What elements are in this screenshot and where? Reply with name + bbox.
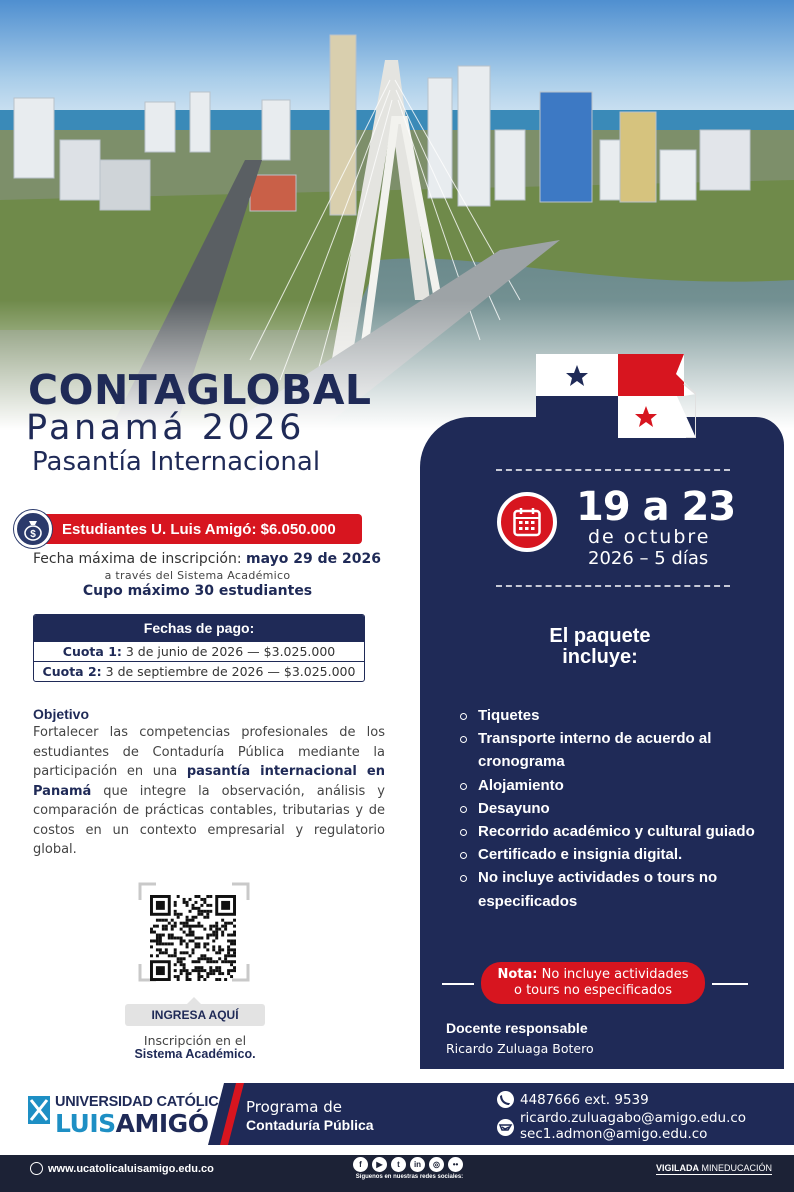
qr-register-button[interactable]: INGRESA AQUÍ [125,1004,265,1026]
objective-text-highlight: pasantía internacional en Panamá [33,764,385,799]
deadline-value: mayo 29 de 2026 [246,551,381,567]
logo-text-bottom [55,1109,208,1138]
objective-text-part: que integre la observación, análisis y comparación de prácticas contables, tributarias y de costos en un contexto empresarial y regulatorio global. [33,783,385,857]
objective-text [33,723,385,860]
package-title-line: incluye: [562,646,638,668]
logo-text-luis: LUIS [55,1109,116,1138]
phone-icon [497,1091,514,1108]
note-text: No incluye actividades [537,967,689,982]
divider [496,469,730,471]
payment-row-label: Cuota 1: [62,644,122,659]
teacher-title: Docente responsable [446,1020,588,1036]
panama-flag-icon [536,354,696,443]
email-link[interactable]: ricardo.zuluagabo@amigo.edu.co [520,1110,747,1126]
price-label: Estudiantes U. Luis Amigó: $6.050.000 [62,521,336,538]
note-text: o tours no especificados [513,983,672,998]
list-item: Transporte interno de acuerdo al cronograma [458,727,758,773]
note-label: Nota: [497,967,538,982]
divider [496,585,730,587]
payment-row-label: Cuota 2: [42,664,102,679]
max-quota: Cupo máximo 30 estudiantes [82,583,313,599]
money-bag-icon [14,510,52,548]
date-month: de octubre [588,526,711,548]
divider [712,983,748,985]
teacher-name: Ricardo Zuluaga Botero [446,1041,594,1056]
price-badge [40,514,362,544]
payment-dates-header: Fechas de pago: [34,615,364,641]
list-item: Tiquetes [458,704,758,727]
list-item: No incluye actividades o tours no especificados [458,866,758,912]
objective-text-part: Fortalecer las competencias profesionales de los estudiantes de Contaduría Pública mediante la participación en una [33,725,385,779]
page-title: CONTAGLOBAL [28,366,372,414]
deadline-label: Fecha máxima de inscripción: [33,551,246,567]
youtube-icon[interactable]: ▶ [372,1157,387,1172]
flickr-icon[interactable]: •• [448,1157,463,1172]
svg-text:$: $ [30,529,36,540]
payment-row-text: 3 de junio de 2026 — $3.025.000 [121,644,336,659]
page-subtitle: Panamá 2026 [26,408,305,448]
email-link[interactable]: sec1.admon@amigo.edu.co [520,1126,708,1142]
qr-code[interactable] [150,895,236,986]
qr-caption-bold: Sistema Académico. [134,1047,256,1061]
date-range: 19 a 23 [576,484,736,530]
calendar-badge [497,492,557,552]
list-item: Alojamiento [458,774,758,797]
payment-row-text: 3 de septiembre de 2026 — $3.025.000 [101,664,356,679]
payment-row [34,641,364,661]
logo-text-amigo: AMIGÓ [115,1109,209,1138]
qr-caption: Inscripción en el [143,1033,247,1048]
university-logo-icon [28,1092,52,1133]
twitter-icon[interactable]: t [391,1157,406,1172]
package-list [458,704,758,913]
program-name: Contaduría Pública [246,1117,374,1133]
logo-text-top: UNIVERSIDAD CATÓLICA [55,1094,229,1110]
vigilada-text: VIGILADA [656,1163,700,1173]
package-title [520,626,680,668]
social-caption: Síguenos en nuestras redes sociales: [355,1174,464,1180]
website-link[interactable]: www.ucatolicaluisamigo.edu.co [48,1163,214,1175]
facebook-icon[interactable]: f [353,1157,368,1172]
list-item: Certificado e insignia digital. [458,843,758,866]
phone-number[interactable]: 4487666 ext. 9539 [520,1092,649,1108]
page-subtitle-secondary: Pasantía Internacional [32,447,321,477]
calendar-icon [513,507,541,537]
payment-dates-table [33,614,365,682]
instagram-icon[interactable]: ◎ [429,1157,444,1172]
note-badge [481,962,705,1004]
qr-button-arrow [187,997,201,1004]
mineducacion-text: MINEDUCACIÓN [701,1163,773,1173]
vigilada-label [656,1163,772,1175]
payment-row [34,661,364,681]
list-item: Recorrido académico y cultural guiado [458,820,758,843]
date-year-days: 2026 – 5 días [588,548,709,569]
list-item: Desayuno [458,797,758,820]
divider [442,983,474,985]
package-title-line: El paquete [549,625,651,647]
linkedin-icon[interactable]: in [410,1157,425,1172]
program-label: Programa de [246,1098,342,1116]
objective-title: Objetivo [33,706,90,722]
registration-deadline [33,551,381,567]
globe-icon [30,1162,43,1175]
email-icon [497,1119,514,1136]
registration-via: a través del Sistema Académico [104,569,291,582]
